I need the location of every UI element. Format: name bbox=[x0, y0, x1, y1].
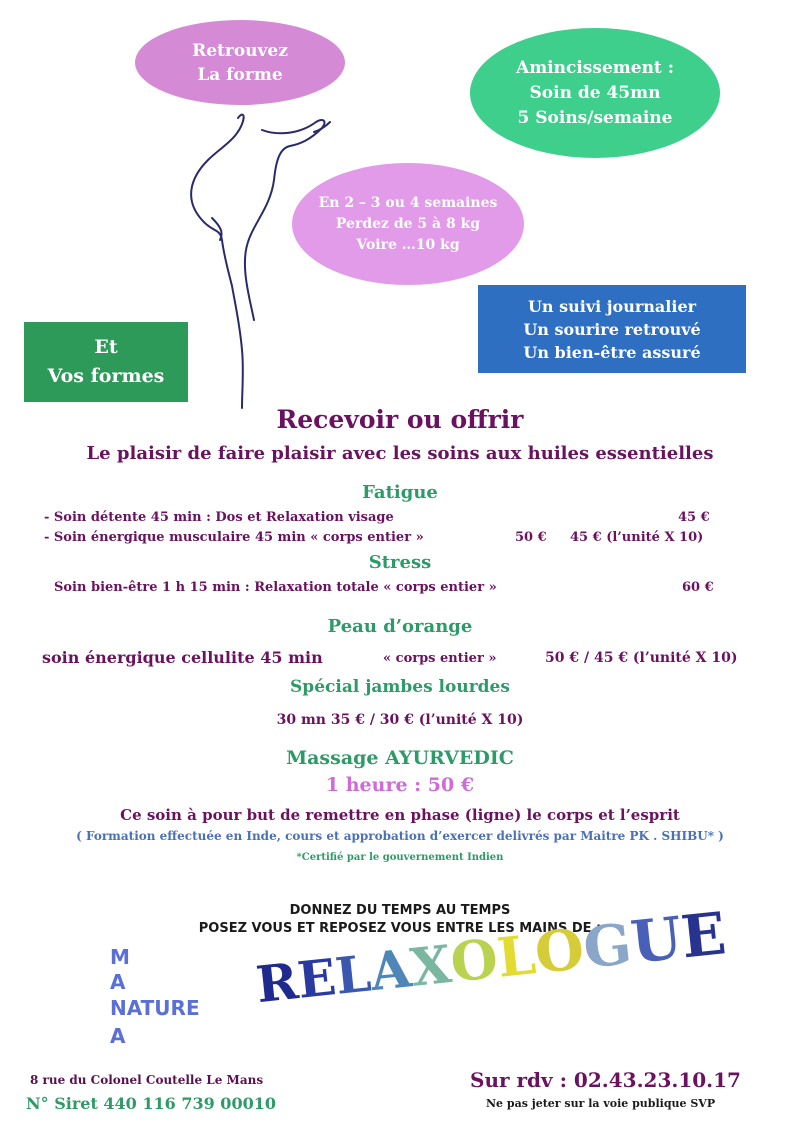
stress-item-price: 60 € bbox=[682, 580, 714, 595]
footer-rdv: Sur rdv : 02.43.23.10.17 bbox=[470, 1068, 741, 1092]
mana-letter-m: M bbox=[110, 945, 130, 969]
bubble-amincissement-line3: 5 Soins/semaine bbox=[517, 107, 673, 128]
orange-title: Peau d’orange bbox=[327, 616, 473, 637]
footer-notice: Ne pas jeter sur la voie publique SVP bbox=[486, 1097, 716, 1110]
footer-address: 8 rue du Colonel Coutelle Le Mans bbox=[30, 1073, 264, 1087]
relaxologue-letter: X bbox=[407, 934, 455, 999]
bubble-amincissement-line2: Soin de 45mn bbox=[529, 82, 661, 103]
ayurvedic-price: 1 heure : 50 € bbox=[325, 774, 475, 796]
ayurvedic-note: ( Formation effectuée en Inde, cours et approbation d’exercer delivrés par Maitre PK . SHIBU* ) bbox=[76, 829, 724, 843]
mana-letter-a2: A bbox=[110, 1024, 126, 1048]
fatigue-item2-price-bulk: 45 € (l’unité X 10) bbox=[570, 530, 704, 545]
bubble-retrouvez-line2: La forme bbox=[197, 64, 283, 85]
orange-item-label-main: soin énergique cellulite 45 min bbox=[42, 648, 323, 667]
box-suivi-line1: Un suivi journalier bbox=[527, 296, 697, 316]
box-suivi bbox=[478, 285, 746, 373]
legs-title: Spécial jambes lourdes bbox=[290, 677, 510, 697]
fatigue-item2-label: - Soin énergique musculaire 45 min « corps entier » bbox=[44, 530, 424, 545]
stress-title: Stress bbox=[368, 552, 432, 573]
footer-siret: N° Siret 440 116 739 00010 bbox=[26, 1094, 276, 1113]
bubble-weight-loss-line2: Perdez de 5 à 8 kg bbox=[335, 215, 481, 232]
headline: Recevoir ou offrir bbox=[276, 405, 524, 434]
slogan-line1: DONNEZ DU TEMPS AU TEMPS bbox=[289, 903, 511, 918]
ayurvedic-desc: Ce soin à pour but de remettre en phase (ligne) le corps et l’esprit bbox=[120, 806, 680, 824]
relaxologue-letter: U bbox=[627, 903, 686, 977]
mana-letter-a1: A bbox=[110, 970, 126, 994]
fatigue-item1-label: - Soin détente 45 min : Dos et Relaxation visage bbox=[44, 510, 394, 525]
bubble-retrouvez-line1: Retrouvez bbox=[192, 40, 288, 61]
relaxologue-letter: O bbox=[447, 926, 501, 995]
fatigue-item2-price: 50 € bbox=[515, 530, 547, 545]
box-suivi-line2: Un sourire retrouvé bbox=[523, 319, 701, 339]
stress-item-label: Soin bien-être 1 h 15 min : Relaxation totale « corps entier » bbox=[54, 580, 497, 595]
bubble-weight-loss-line1: En 2 – 3 ou 4 semaines bbox=[318, 194, 498, 211]
orange-item-label-extra: « corps entier » bbox=[383, 651, 497, 666]
relaxologue-letter: R bbox=[253, 951, 301, 1015]
fatigue-title: Fatigue bbox=[362, 482, 438, 503]
bubble-amincissement bbox=[470, 28, 720, 158]
relaxologue-letter: L bbox=[332, 943, 374, 1006]
bubble-weight-loss bbox=[292, 163, 524, 285]
box-suivi-line3: Un bien-être assuré bbox=[523, 342, 701, 362]
bubble-retrouvez bbox=[135, 20, 345, 105]
relaxologue-letter: G bbox=[580, 911, 635, 982]
fatigue-item1-price: 45 € bbox=[678, 510, 710, 525]
relaxologue-letter: E bbox=[294, 947, 339, 1010]
box-vos-formes bbox=[24, 322, 188, 402]
relaxologue-letter: E bbox=[678, 899, 730, 972]
bubble-amincissement-line1: Amincissement : bbox=[516, 57, 674, 78]
box-vos-formes-line1: Et bbox=[94, 336, 118, 358]
orange-item-price: 50 € / 45 € (l’unité X 10) bbox=[545, 650, 738, 666]
relaxologue-letter: O bbox=[531, 916, 588, 987]
box-vos-formes-line2: Vos formes bbox=[47, 365, 165, 387]
bubble-weight-loss-line3: Voire …10 kg bbox=[356, 236, 460, 253]
legs-item: 30 mn 35 € / 30 € (l’unité X 10) bbox=[276, 712, 524, 728]
relaxologue-letter: A bbox=[367, 938, 414, 1004]
mana-nature: NATURE bbox=[110, 996, 200, 1020]
relaxologue-letter: L bbox=[494, 922, 539, 990]
slogan-line2: POSEZ VOUS ET REPOSEZ VOUS ENTRE LES MAINS DE : bbox=[198, 921, 602, 936]
ayurvedic-title: Massage AYURVEDIC bbox=[286, 747, 514, 769]
subheadline: Le plaisir de faire plaisir avec les soins aux huiles essentielles bbox=[86, 443, 714, 464]
ayurvedic-cert: *Certifié par le gouvernement Indien bbox=[296, 852, 504, 863]
